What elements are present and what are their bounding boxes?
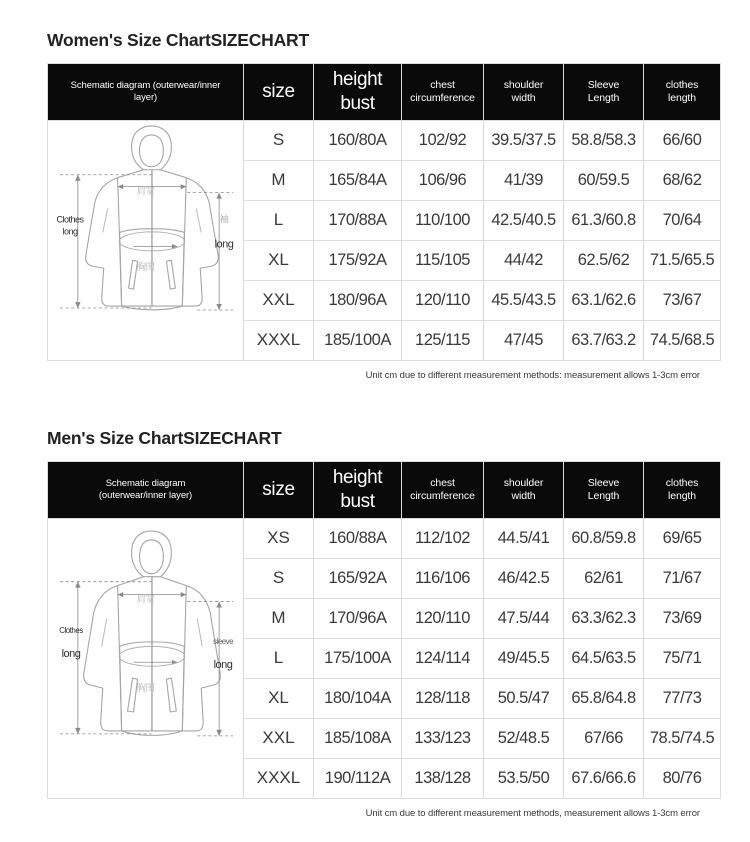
cell-clothes: 66/60 [644, 120, 721, 160]
cell-size: XS [244, 518, 314, 558]
cell-clothes: 71/67 [644, 558, 721, 598]
shoulder-header-line1: shoulder [503, 78, 544, 91]
cell-clothes: 77/73 [644, 678, 721, 718]
table-row [48, 120, 721, 160]
mens-size-table [47, 461, 721, 799]
cell-sleeve: 67/66 [564, 718, 644, 758]
cell-shoulder: 47/45 [484, 320, 564, 360]
cell-chest: 115/105 [402, 240, 484, 280]
cell-shoulder: 46/42.5 [484, 558, 564, 598]
cell-height-bust: 170/96A [314, 598, 402, 638]
womens-table-body [48, 120, 721, 360]
diagram-label-clothes-long-line1: Clothes [56, 214, 84, 225]
cell-height-bust: 160/80A [314, 120, 402, 160]
cell-clothes: 71.5/65.5 [644, 240, 721, 280]
cell-chest: 125/115 [402, 320, 484, 360]
cell-sleeve: 60/59.5 [564, 160, 644, 200]
column-header-clothes-length [644, 462, 721, 519]
cell-shoulder: 44/42 [484, 240, 564, 280]
cell-height-bust: 170/88A [314, 200, 402, 240]
cell-chest: 124/114 [402, 638, 484, 678]
cell-chest: 116/106 [402, 558, 484, 598]
mens-size-chart-section [0, 398, 750, 819]
column-header-chest-circumference [402, 64, 484, 121]
chest-header-line1: chest [430, 78, 455, 91]
cell-sleeve: 58.8/58.3 [564, 120, 644, 160]
cell-height-bust: 185/100A [314, 320, 402, 360]
shoulder-header-line1: shoulder [503, 476, 544, 489]
chest-header-line2: circumference [410, 91, 475, 104]
cell-chest: 110/100 [402, 200, 484, 240]
measurement-note-women: Unit cm due to different measurement methods: measurement allows 1-3cm error [365, 369, 700, 381]
cell-height-bust: 175/100A [314, 638, 402, 678]
diagram-label-chest-cn: 胸围 [136, 683, 155, 695]
cell-chest: 120/110 [402, 280, 484, 320]
diagram-label-sleeve-line2: long [213, 659, 233, 672]
shoulder-header-line2: width [511, 91, 536, 104]
cell-chest: 102/92 [402, 120, 484, 160]
cell-size: XXL [244, 280, 314, 320]
diagram-label-clothes-long-line2: long [62, 226, 78, 237]
jacket-schematic-diagram-women [48, 120, 244, 360]
cell-size: S [244, 558, 314, 598]
cell-height-bust: 180/96A [314, 280, 402, 320]
cell-height-bust: 165/84A [314, 160, 402, 200]
cell-size: XXXL [244, 758, 314, 798]
column-header-clothes-length [644, 64, 721, 121]
cell-clothes: 75/71 [644, 638, 721, 678]
cell-size: M [244, 598, 314, 638]
diagram-wrap [48, 121, 243, 360]
column-header-height-bust: height bust [314, 462, 402, 519]
table-header-row [48, 64, 721, 121]
cell-clothes: 78.5/74.5 [644, 718, 721, 758]
cell-sleeve: 62.5/62 [564, 240, 644, 280]
diagram-label-sleeve-line2: long [214, 238, 234, 251]
cell-size: L [244, 638, 314, 678]
column-header-diagram: Schematic diagram (outerwear/inner layer) [48, 64, 244, 121]
diagram-label-chest-cn: 胸围 [136, 262, 155, 274]
cell-sleeve: 63.7/63.2 [564, 320, 644, 360]
cell-shoulder: 41/39 [484, 160, 564, 200]
cell-size: XXXL [244, 320, 314, 360]
diagram-label-clothes-long-line2: long [61, 648, 81, 661]
cell-shoulder: 49/45.5 [484, 638, 564, 678]
cell-shoulder: 53.5/50 [484, 758, 564, 798]
column-header-shoulder-width [484, 462, 564, 519]
cell-sleeve: 61.3/60.8 [564, 200, 644, 240]
measurement-note-men: Unit cm due to different measurement methods, measurement allows 1-3cm error [365, 807, 700, 819]
cell-size: S [244, 120, 314, 160]
column-header-size: size [244, 64, 314, 121]
diagram-label-shoulder-cn: 肩宽 [136, 594, 155, 606]
cell-size: L [244, 200, 314, 240]
cell-shoulder: 44.5/41 [484, 518, 564, 558]
cell-size: XXL [244, 718, 314, 758]
cell-height-bust: 175/92A [314, 240, 402, 280]
cell-shoulder: 45.5/43.5 [484, 280, 564, 320]
cell-height-bust: 190/112A [314, 758, 402, 798]
cell-shoulder: 39.5/37.5 [484, 120, 564, 160]
cell-sleeve: 65.8/64.8 [564, 678, 644, 718]
cell-height-bust: 165/92A [314, 558, 402, 598]
diagram-label-shoulder-cn: 肩宽 [136, 185, 155, 197]
clothes-header-line1: clothes [665, 476, 699, 489]
diagram-label-sleeve-line1: 袖 [219, 214, 229, 226]
column-header-height-bust: height bust [314, 64, 402, 121]
diagram-label-sleeve-line1: sleeve [212, 637, 234, 647]
column-header-size: size [244, 462, 314, 519]
column-header-shoulder-width [484, 64, 564, 121]
sleeve-header-line2: Length [587, 489, 620, 502]
clothes-header-line2: length [667, 489, 696, 502]
sleeve-header-line1: Sleeve [587, 78, 620, 91]
cell-sleeve: 67.6/66.6 [564, 758, 644, 798]
cell-height-bust: 180/104A [314, 678, 402, 718]
cell-sleeve: 63.1/62.6 [564, 280, 644, 320]
column-header-sleeve-length [564, 64, 644, 121]
cell-shoulder: 50.5/47 [484, 678, 564, 718]
cell-clothes: 80/76 [644, 758, 721, 798]
cell-size: M [244, 160, 314, 200]
column-header-sleeve-length [564, 462, 644, 519]
cell-chest: 112/102 [402, 518, 484, 558]
cell-chest: 120/110 [402, 598, 484, 638]
clothes-header-line2: length [667, 91, 696, 104]
sleeve-header-line2: Length [587, 91, 620, 104]
cell-chest: 128/118 [402, 678, 484, 718]
mens-table-body [48, 518, 721, 798]
chest-header-line2: circumference [410, 489, 475, 502]
womens-size-table [47, 63, 721, 361]
chest-header-line1: chest [430, 476, 455, 489]
womens-size-chart-section [0, 0, 750, 381]
cell-chest: 106/96 [402, 160, 484, 200]
cell-chest: 138/128 [402, 758, 484, 798]
cell-clothes: 68/62 [644, 160, 721, 200]
cell-sleeve: 62/61 [564, 558, 644, 598]
column-header-diagram: Schematic diagram (outerwear/inner layer) [48, 462, 244, 519]
sleeve-header-line1: Sleeve [587, 476, 620, 489]
cell-height-bust: 160/88A [314, 518, 402, 558]
page-title-women: Women's Size ChartSIZECHART [47, 30, 309, 50]
cell-sleeve: 60.8/59.8 [564, 518, 644, 558]
jacket-schematic-diagram-men [48, 518, 244, 798]
cell-sleeve: 63.3/62.3 [564, 598, 644, 638]
table-row [48, 518, 721, 558]
cell-clothes: 74.5/68.5 [644, 320, 721, 360]
diagram-label-clothes-long-line1: Clothes [59, 626, 83, 636]
table-header-row [48, 462, 721, 519]
cell-clothes: 73/67 [644, 280, 721, 320]
cell-chest: 133/123 [402, 718, 484, 758]
diagram-wrap [48, 519, 243, 798]
clothes-header-line1: clothes [665, 78, 699, 91]
cell-shoulder: 42.5/40.5 [484, 200, 564, 240]
cell-clothes: 73/69 [644, 598, 721, 638]
shoulder-header-line2: width [511, 489, 536, 502]
cell-clothes: 69/65 [644, 518, 721, 558]
cell-shoulder: 52/48.5 [484, 718, 564, 758]
cell-size: XL [244, 240, 314, 280]
cell-sleeve: 64.5/63.5 [564, 638, 644, 678]
cell-size: XL [244, 678, 314, 718]
cell-clothes: 70/64 [644, 200, 721, 240]
cell-height-bust: 185/108A [314, 718, 402, 758]
column-header-chest-circumference [402, 462, 484, 519]
page-title-men: Men's Size ChartSIZECHART [47, 428, 282, 448]
cell-shoulder: 47.5/44 [484, 598, 564, 638]
